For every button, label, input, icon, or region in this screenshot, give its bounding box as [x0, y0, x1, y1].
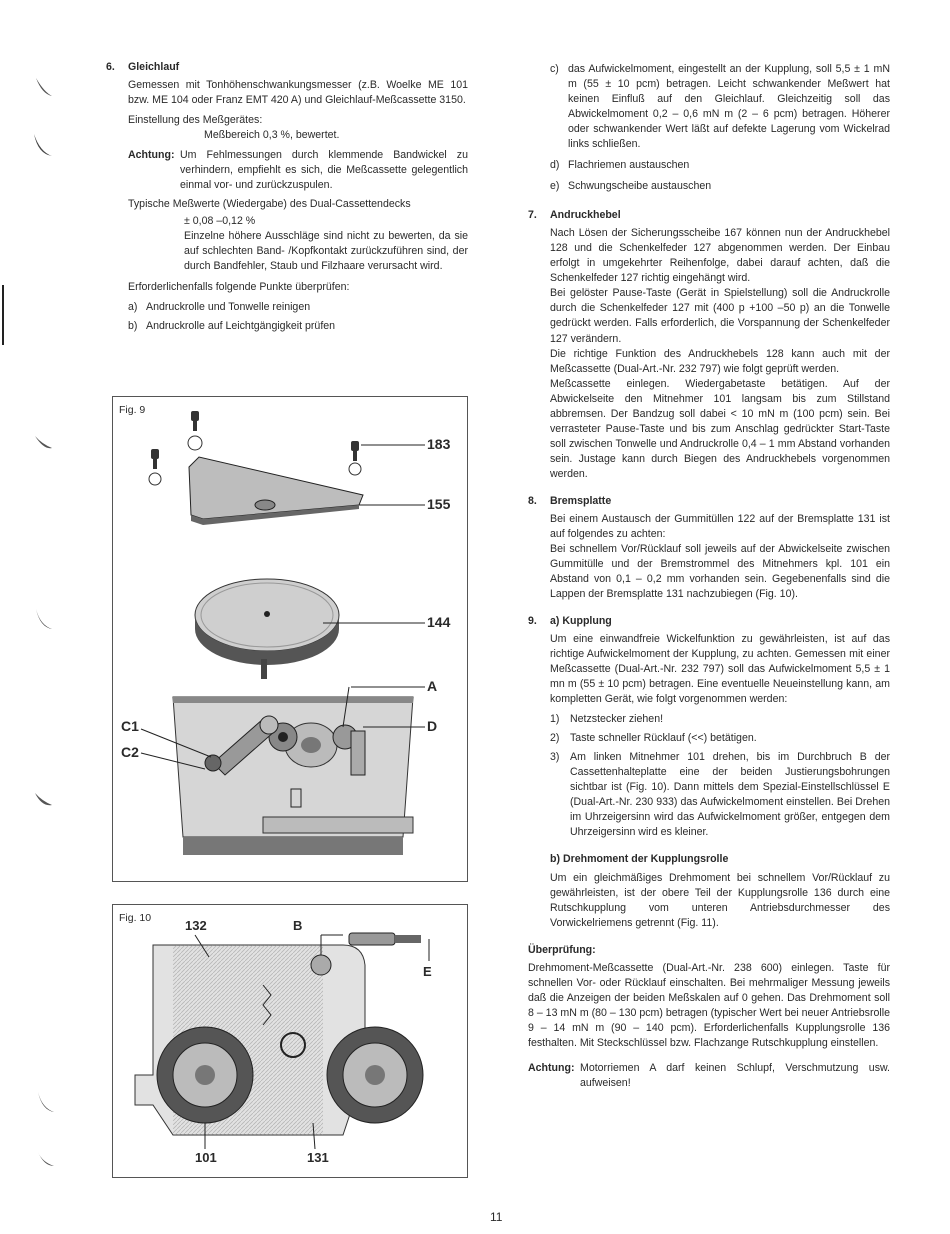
paragraph: Meßcassette einlegen. Wiedergabetaste betätigen. Auf der Abwickelseite den Mitnehmer 101 langsam bis zum Stillstand abbremsen. Der Bandzug soll dabei < 10 mN m (100 pcm) sein. Bei verrasteter Pause-Taste und bis zum Anschlag gedrückter Start-Taste soll zwischen Tonwelle und Andruckrolle 0,4 – 1 mm Abstand vorhanden sein. Justage kann durch Biegen des Andruckhebels vorgenommen werden.: [550, 377, 890, 480]
list-item: [550, 731, 890, 746]
list-label: 1): [550, 713, 560, 726]
left-column: [106, 60, 468, 339]
list-text: Netzstecker ziehen!: [570, 713, 664, 726]
binder-hole-mark: [32, 430, 54, 454]
list-text: das Aufwickelmoment, eingestellt an der Kupplung, soll 5,5 ± 1 mN m (55 ± 10 pcm) betragen. Leicht schwankender Meßwert hat keinen Einfluß auf den Gleichlauf. Gleichzeitig soll das Abwickelmoment 0,2 – 0,6 mN m (2 – 6 pcm) betragen. Höherer oder schwankender Wert läßt auf defekte Lagerung vom Wickelrad links schließen.: [568, 63, 890, 151]
figure-label: Fig. 10: [119, 912, 152, 924]
section-title: Bremsplatte: [550, 494, 612, 507]
list-text: Am linken Mitnehmer 101 drehen, bis im Durchbruch B der Cassettenhalteplatte eine der beiden Justierungsbohrungen sichtbar ist (Fig. 10). Dann mittels dem Spezial-Einstellschlüssel E (Dual-Art.-Nr. 230 933) das Aufwickelmoment einstellen. Bei Drehen im Uhrzeigersinn wird das Aufwickelmoment größer, entgegen dem Uhrzeigersinn wird es kleiner.: [570, 751, 890, 839]
binder-hole-mark: [32, 74, 54, 100]
list-label: 2): [550, 732, 560, 745]
figure-10: [112, 904, 468, 1178]
list-label: e): [550, 180, 560, 193]
section-title: a) Kupplung: [550, 615, 612, 628]
list-item: [550, 62, 890, 152]
section-6-heading: [106, 60, 468, 75]
figure-9-drawing: [113, 397, 467, 881]
callout-label: C1: [121, 718, 139, 734]
right-column: [528, 62, 890, 1095]
paragraph: Bei gelöster Pause-Taste (Gerät in Spielstellung) soll die Andruckrolle durch die Schenkelfeder 127 mit (400 p +100 –50 p) an die Tonwelle gedrückt werden. Falls erforderlich, die Vorspannung der Schenkelfeder 127 verändern.: [550, 287, 890, 345]
paragraph: Um ein gleichmäßiges Drehmoment bei schnellem Vor/Rücklauf zu gewährleisten, ist der obere Teil der Kupplungsrolle 136 durch eine Rutschkupplung vom unteren Antriebsdurchmesser des Vorwickelriemens getrennt (Fig. 11).: [550, 871, 890, 929]
list-label: a): [128, 301, 138, 314]
section-number: 6.: [106, 61, 115, 73]
list-item: [550, 750, 890, 840]
section-title: Gleichlauf: [128, 61, 180, 73]
paragraph: Nach Lösen der Sicherungsscheibe 167 können nun der Andruckhebel 128 und die Schenkelfeder 127 abgenommen werden. Der Einbau erfolgt in umgekehrter Reihenfolge, dabei darauf achten, daß die Schenkelfeder 127 richtig eingehängt wird.: [550, 227, 890, 285]
list-item: [550, 179, 890, 194]
list-text: Schwungscheibe austauschen: [568, 180, 712, 193]
list-item: [550, 158, 890, 173]
callout-label: C2: [121, 744, 139, 760]
callout-label: A: [427, 678, 438, 694]
list-text: Flachriemen austauschen: [568, 159, 690, 172]
section-number: 8.: [528, 494, 537, 507]
list-label: b): [128, 320, 138, 333]
achtung-note: [528, 1061, 890, 1091]
paragraph: Bei einem Austausch der Gummitüllen 122 auf der Bremsplatte 131 ist auf folgendes zu achten:: [550, 512, 890, 540]
callout-label: E: [423, 964, 432, 979]
figure-10-drawing: [113, 905, 467, 1177]
paragraph: Die richtige Funktion des Andruckhebels 128 kann auch mit der Meßcassette (Dual-Art.-Nr. 232 797) wie folgt geprüft werden.: [550, 347, 890, 375]
callout-label: 101: [195, 1150, 217, 1165]
note-text: Motorriemen A darf keinen Schlupf, Verschmutzung usw. aufweisen!: [580, 1061, 890, 1089]
paragraph: Gemessen mit Tonhöhenschwankungsmesser (z.B. Woelke ME 101 bzw. ME 104 oder Franz EMT 420 A) und Gleichlauf-Meßcassette 3150.: [128, 79, 468, 107]
screw-icon: [191, 411, 199, 431]
section-8-heading: [528, 494, 890, 509]
list-text: Taste schneller Rücklauf (<<) betätigen.: [570, 732, 757, 745]
binder-hole-mark: [30, 130, 54, 160]
callout-label: 183: [427, 436, 451, 452]
callout-label: D: [427, 718, 438, 734]
callout-label: 131: [307, 1150, 329, 1165]
screw-icon: [151, 449, 159, 469]
callout-label: B: [293, 918, 303, 933]
list-label: c): [550, 63, 559, 75]
subsection-heading: b) Drehmoment der Kupplungsrolle: [550, 853, 729, 866]
list-label: 3): [550, 751, 560, 764]
list-text: Andruckrolle und Tonwelle reinigen: [146, 301, 311, 314]
paragraph: Drehmoment-Meßcassette (Dual-Art.-Nr. 238 600) einlegen. Taste für schnellen Vor- oder Rücklauf einschalten. Bei mehrmaliger Messung jeweils daß die Anzeigen der beiden Meßskalen auf 0 gehen. Das Drehmoment soll 8 – 13 mN m (80 – 130 pcm) betragen (typischer Wert bei neuer Antriebsrolle 9 – 14 mN m (90 – 140 pcm). Erforderlichenfalls Kupplungsrolle 136 festhalten. Mit Steckschlüssel bzw. Flachzange Rutschkupplung einstellen.: [528, 961, 890, 1049]
section-number: 7.: [528, 209, 537, 222]
paragraph: Erforderlichenfalls folgende Punkte überprüfen:: [128, 281, 350, 294]
section-title: Andruckhebel: [550, 209, 621, 222]
paragraph: Um eine einwandfreie Wickelfunktion zu gewährleisten, ist auf das richtige Aufwickelmoment der Kupplung, zu achten. Gemessen mit einer Meßcassette (Dual-Art.-Nr. 232 797) soll das Aufwickelmoment 5,5 ± 1 mn m (55 ± 10 pcm) betragen. Eine eventuelle Neueinstellung kann, am kompletten Gerät, wie folgt vorgenommen werden:: [550, 633, 890, 706]
paragraph: Typische Meßwerte (Wiedergabe) des Dual-Cassettendecks: [128, 198, 411, 211]
achtung-note: [106, 148, 468, 193]
list-item: [550, 712, 890, 727]
note-label: Achtung:: [128, 149, 175, 162]
binder-hole-mark: [34, 1146, 56, 1170]
paragraph: Einzelne höhere Ausschläge sind nicht zu bewerten, da sie auf schlechten Band- /Kopfkontakt zurückzuführen sind, der durch Bandfehler, Staub und Filzhaare verursacht wird.: [184, 230, 468, 273]
paragraph: ± 0,08 –0,12 %: [184, 215, 256, 228]
callout-label: 155: [427, 496, 451, 512]
binder-hole-mark: [32, 605, 54, 633]
section-number: 9.: [528, 615, 537, 628]
page-number: 11: [490, 1210, 503, 1224]
paragraph: Einstellung des Meßgerätes:: [128, 114, 263, 127]
margin-line: [2, 285, 4, 345]
note-label: Achtung:: [528, 1061, 575, 1074]
binder-hole-mark: [32, 785, 54, 809]
list-item: [128, 319, 468, 334]
figure-label: Fig. 9: [119, 404, 146, 416]
section-9-heading: [528, 614, 890, 629]
list-text: Andruckrolle auf Leichtgängigkeit prüfen: [146, 320, 336, 333]
screw-icon: [351, 441, 359, 461]
list-item: [128, 300, 468, 315]
note-text: Um Fehlmessungen durch klemmende Bandwickel zu verhindern, empfiehlt es sich, die Meßcassette gelegentlich einmal vor- und zurückzuspulen.: [180, 149, 468, 192]
callout-label: 144: [427, 614, 451, 630]
binder-hole-mark: [34, 1088, 56, 1114]
paragraph: Bei schnellem Vor/Rücklauf soll jeweils auf der Abwickelseite zwischen Gummitülle und der Bremstrommel des Mitnehmers kpl. 101 ein Abstand von 0,1 – 0,2 mm vorhanden sein. Gegebenenfalls sind die Lappen der Bremsplatte 131 nachzubiegen (Fig. 10).: [550, 542, 890, 600]
list-label: d): [550, 159, 560, 172]
subsection-heading: Überprüfung:: [528, 943, 596, 956]
section-7-heading: [528, 208, 890, 223]
paragraph: Meßbereich 0,3 %, bewertet.: [204, 129, 340, 142]
figure-9: [112, 396, 468, 882]
callout-label: 132: [185, 918, 207, 933]
